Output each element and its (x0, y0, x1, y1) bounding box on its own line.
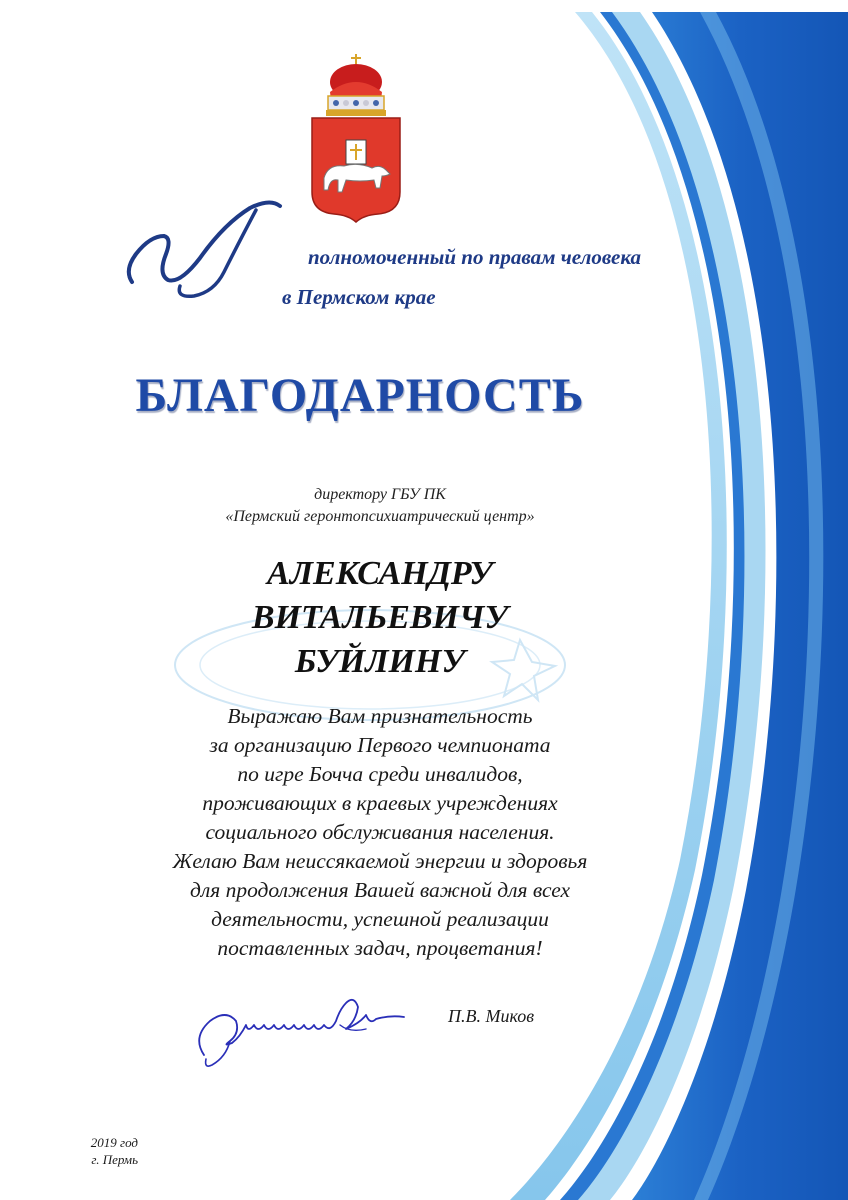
issue-city: г. Пермь (91, 1152, 138, 1167)
recipient-name-line: АЛЕКСАНДРУ (267, 555, 493, 592)
message-line: социального обслуживания населения. (205, 820, 555, 844)
message-line: деятельности, успешной реализации (211, 907, 549, 931)
certificate-title: БЛАГОДАРНОСТЬ (135, 369, 585, 422)
position-line: «Пермский геронтопсихиатрический центр» (225, 508, 535, 525)
position-line: директору ГБУ ПК (314, 486, 446, 503)
issue-year: 2019 год (90, 1135, 138, 1150)
message-line: по игре Бочча среди инвалидов, (237, 762, 523, 786)
signer-name: П.В. Миков (448, 1006, 535, 1026)
message-line: для продолжения Вашей важной для всех (189, 878, 571, 902)
decorative-initial-u (120, 200, 290, 300)
recipient-name (150, 552, 610, 684)
message-line: проживающих в краевых учреждениях (202, 791, 558, 815)
message-line: Желаю Вам неиссякаемой энергии и здоровья (172, 849, 588, 873)
recipient-position (150, 484, 610, 528)
ombudsman-heading (120, 200, 641, 320)
handwritten-signature (190, 985, 420, 1070)
recipient-name-line: ВИТАЛЬЕВИЧУ (251, 599, 509, 636)
issue-footer (58, 1134, 138, 1168)
recipient-name-line: БУЙЛИНУ (294, 643, 466, 680)
ombudsman-title-line1: полномоченный по правам человека (308, 245, 641, 269)
gratitude-message (120, 702, 640, 963)
ombudsman-title-line2: в Пермском крае (282, 285, 436, 309)
message-line: Выражаю Вам признательность (227, 704, 533, 728)
message-line: за организацию Первого чемпионата (209, 733, 551, 757)
message-line: поставленных задач, процветания! (217, 936, 543, 960)
perm-krai-coat-of-arms-icon (306, 52, 406, 224)
